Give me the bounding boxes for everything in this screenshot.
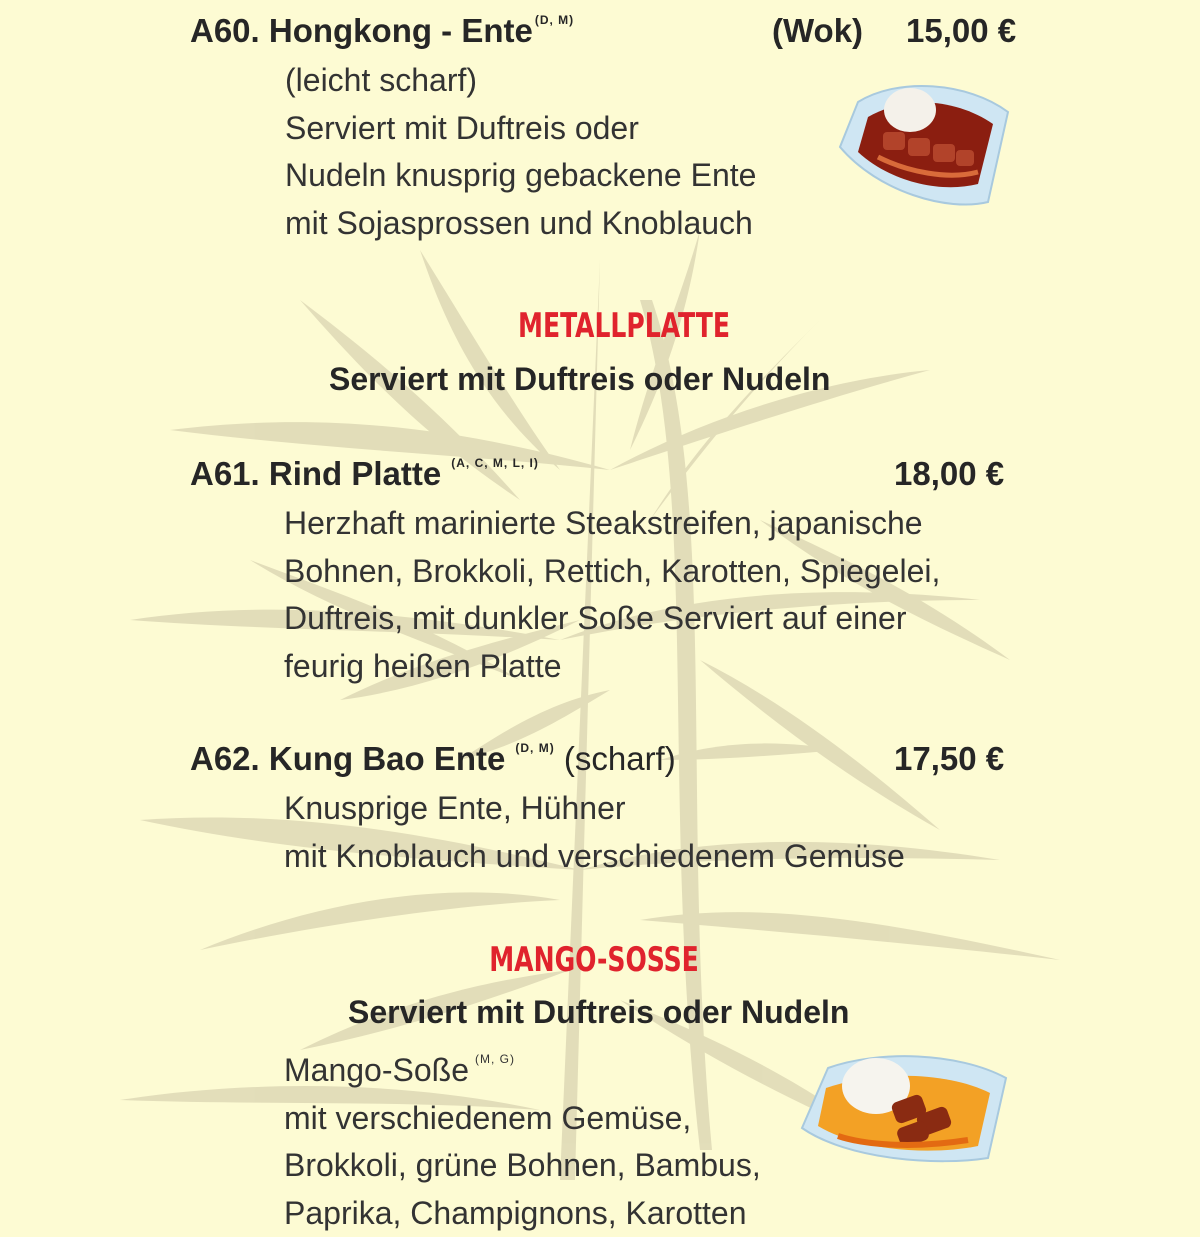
allergen-codes: (D, M)	[535, 13, 574, 27]
item-description	[284, 500, 940, 690]
item-name: A60. Hongkong - Ente	[190, 12, 533, 49]
item-title	[190, 455, 539, 493]
description-line: mit Knoblauch und verschiedenem Gemüse	[284, 833, 905, 881]
description-line: (leicht scharf)	[285, 57, 756, 105]
description-line: mit Sojasprossen und Knoblauch	[285, 200, 756, 248]
item-price: 18,00 €	[894, 455, 1004, 493]
section-heading: METALLPLATTE	[493, 306, 755, 346]
allergen-codes: (D, M)	[515, 741, 554, 755]
description-line: mit verschiedenem Gemüse,	[284, 1095, 761, 1143]
item-name: Mango-Soße	[284, 1052, 469, 1088]
item-description	[284, 1036, 761, 1237]
duck-dish-photo	[838, 72, 1014, 210]
item-title	[190, 12, 574, 50]
section-heading: MANGO-SOSSE	[463, 940, 725, 980]
allergen-codes: (M, G)	[475, 1052, 515, 1066]
allergen-codes: (A, C, M, L, I)	[451, 456, 539, 470]
description-line: Herzhaft marinierte Steakstreifen, japanische	[284, 500, 940, 548]
item-name: A61. Rind Platte	[190, 455, 441, 492]
item-title	[190, 740, 676, 778]
item-description	[285, 57, 756, 247]
description-line: Knusprige Ente, Hühner	[284, 785, 905, 833]
description-line: Serviert mit Duftreis oder	[285, 105, 756, 153]
item-note: (Wok)	[772, 12, 863, 50]
description-line: Nudeln knusprig gebackene Ente	[285, 152, 756, 200]
item-name: A62. Kung Bao Ente	[190, 740, 505, 777]
item-price: 15,00 €	[906, 12, 1016, 50]
description-line: Paprika, Champignons, Karotten	[284, 1190, 761, 1237]
mango-duck-dish-photo	[798, 1048, 1010, 1166]
description-line: feurig heißen Platte	[284, 643, 940, 691]
item-price: 17,50 €	[894, 740, 1004, 778]
description-line: Bohnen, Brokkoli, Rettich, Karotten, Spiegelei,	[284, 548, 940, 596]
description-line: Duftreis, mit dunkler Soße Serviert auf einer	[284, 595, 940, 643]
item-title	[284, 1036, 761, 1095]
section-subheading: Serviert mit Duftreis oder Nudeln	[329, 361, 830, 398]
description-line: Brokkoli, grüne Bohnen, Bambus,	[284, 1142, 761, 1190]
item-note: (scharf)	[564, 740, 676, 777]
section-subheading: Serviert mit Duftreis oder Nudeln	[348, 994, 849, 1031]
item-description	[284, 785, 905, 880]
